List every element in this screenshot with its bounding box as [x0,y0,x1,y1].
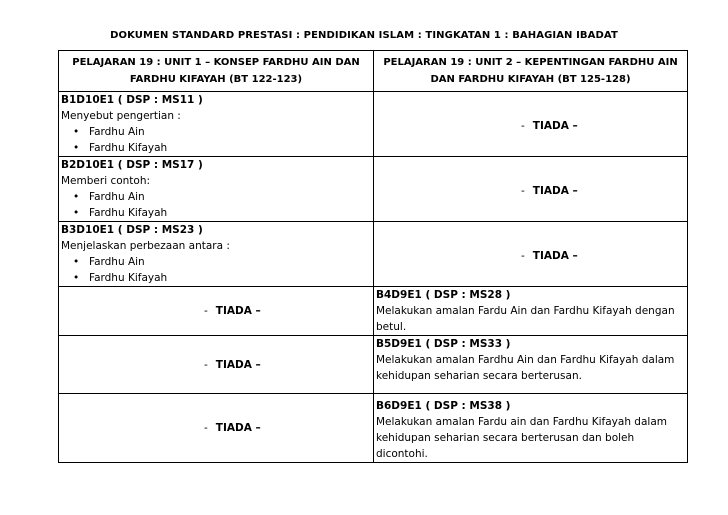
row2-right-cell [374,157,688,222]
table-row [59,157,688,222]
list-item: • Fardhu Ain [89,189,371,205]
list-item: • Fardhu Kifayah [89,205,371,221]
row4-left-cell [59,287,374,336]
tiada-text: TIADA – [532,250,578,262]
row4-right-cell [374,287,688,336]
standard-text: Melakukan amalan Fardu Ain dan Fardhu Kifayah dengan betul. [376,305,675,333]
standards-table [58,50,688,463]
standard-code: B2D10E1 ( DSP : MS17 ) [61,159,203,171]
header-left: PELAJARAN 19 : UNIT 1 – KONSEP FARDHU AIN DAN FARDHU KIFAYAH (BT 122-123) [59,51,374,92]
header-right: PELAJARAN 19 : UNIT 2 – KEPENTINGAN FARDHU AIN DAN FARDHU KIFAYAH (BT 125-128) [374,51,688,92]
tiada-label [61,357,371,373]
bullet-list [61,189,371,221]
row5-left-cell [59,336,374,394]
standard-code: B6D9E1 ( DSP : MS38 ) [376,400,511,412]
tiada-label [376,183,685,199]
standard-code: B4D9E1 ( DSP : MS28 ) [376,289,511,301]
standard-code: B1D10E1 ( DSP : MS11 ) [61,94,203,106]
tiada-text: TIADA – [532,120,578,132]
standard-code: B5D9E1 ( DSP : MS33 ) [376,338,511,350]
row6-right-cell [374,394,688,463]
document-title: DOKUMEN STANDARD PRESTASI : PENDIDIKAN ISLAM : TINGKATAN 1 : BAHAGIAN IBADAT [110,30,618,41]
tiada-text: TIADA – [215,358,261,371]
table-row [59,92,688,157]
dash: - [521,185,525,197]
bullet-list [61,254,371,286]
table-row [59,336,688,394]
dash: - [521,120,525,132]
row3-left-cell [59,222,374,287]
list-item: • Fardhu Ain [89,124,371,140]
list-item: • Fardhu Kifayah [89,270,371,286]
row5-right-cell [374,336,688,394]
bullet-list [61,124,371,156]
standard-text: Melakukan amalan Fardhu Ain dan Fardhu Kifayah dalam kehidupan seharian secara berterusan. [376,354,675,382]
tiada-label [376,248,685,264]
standard-text: Melakukan amalan Fardu ain dan Fardhu Kifayah dalam kehidupan seharian secara berterusan dan boleh dicontohi. [376,416,667,460]
table-row [59,287,688,336]
list-item: • Fardhu Ain [89,254,371,270]
row1-right-cell [374,92,688,157]
dash: - [521,250,525,262]
row2-left-cell [59,157,374,222]
row1-left-cell [59,92,374,157]
standard-text: Menyebut pengertian : [61,110,181,122]
tiada-text: TIADA – [215,422,261,434]
dash: - [204,305,208,317]
tiada-text: TIADA – [215,305,261,317]
tiada-label [376,118,685,134]
dash: - [204,358,208,371]
standard-text: Menjelaskan perbezaan antara : [61,240,230,252]
tiada-text: TIADA – [532,185,578,197]
tiada-label [61,420,371,436]
table-header-row [59,51,688,92]
tiada-label [61,303,371,319]
row3-right-cell [374,222,688,287]
standard-text: Memberi contoh: [61,175,151,187]
dash: - [204,422,208,434]
table-row [59,394,688,463]
standard-code: B3D10E1 ( DSP : MS23 ) [61,224,203,236]
list-item: • Fardhu Kifayah [89,140,371,156]
row6-left-cell [59,394,374,463]
table-row [59,222,688,287]
